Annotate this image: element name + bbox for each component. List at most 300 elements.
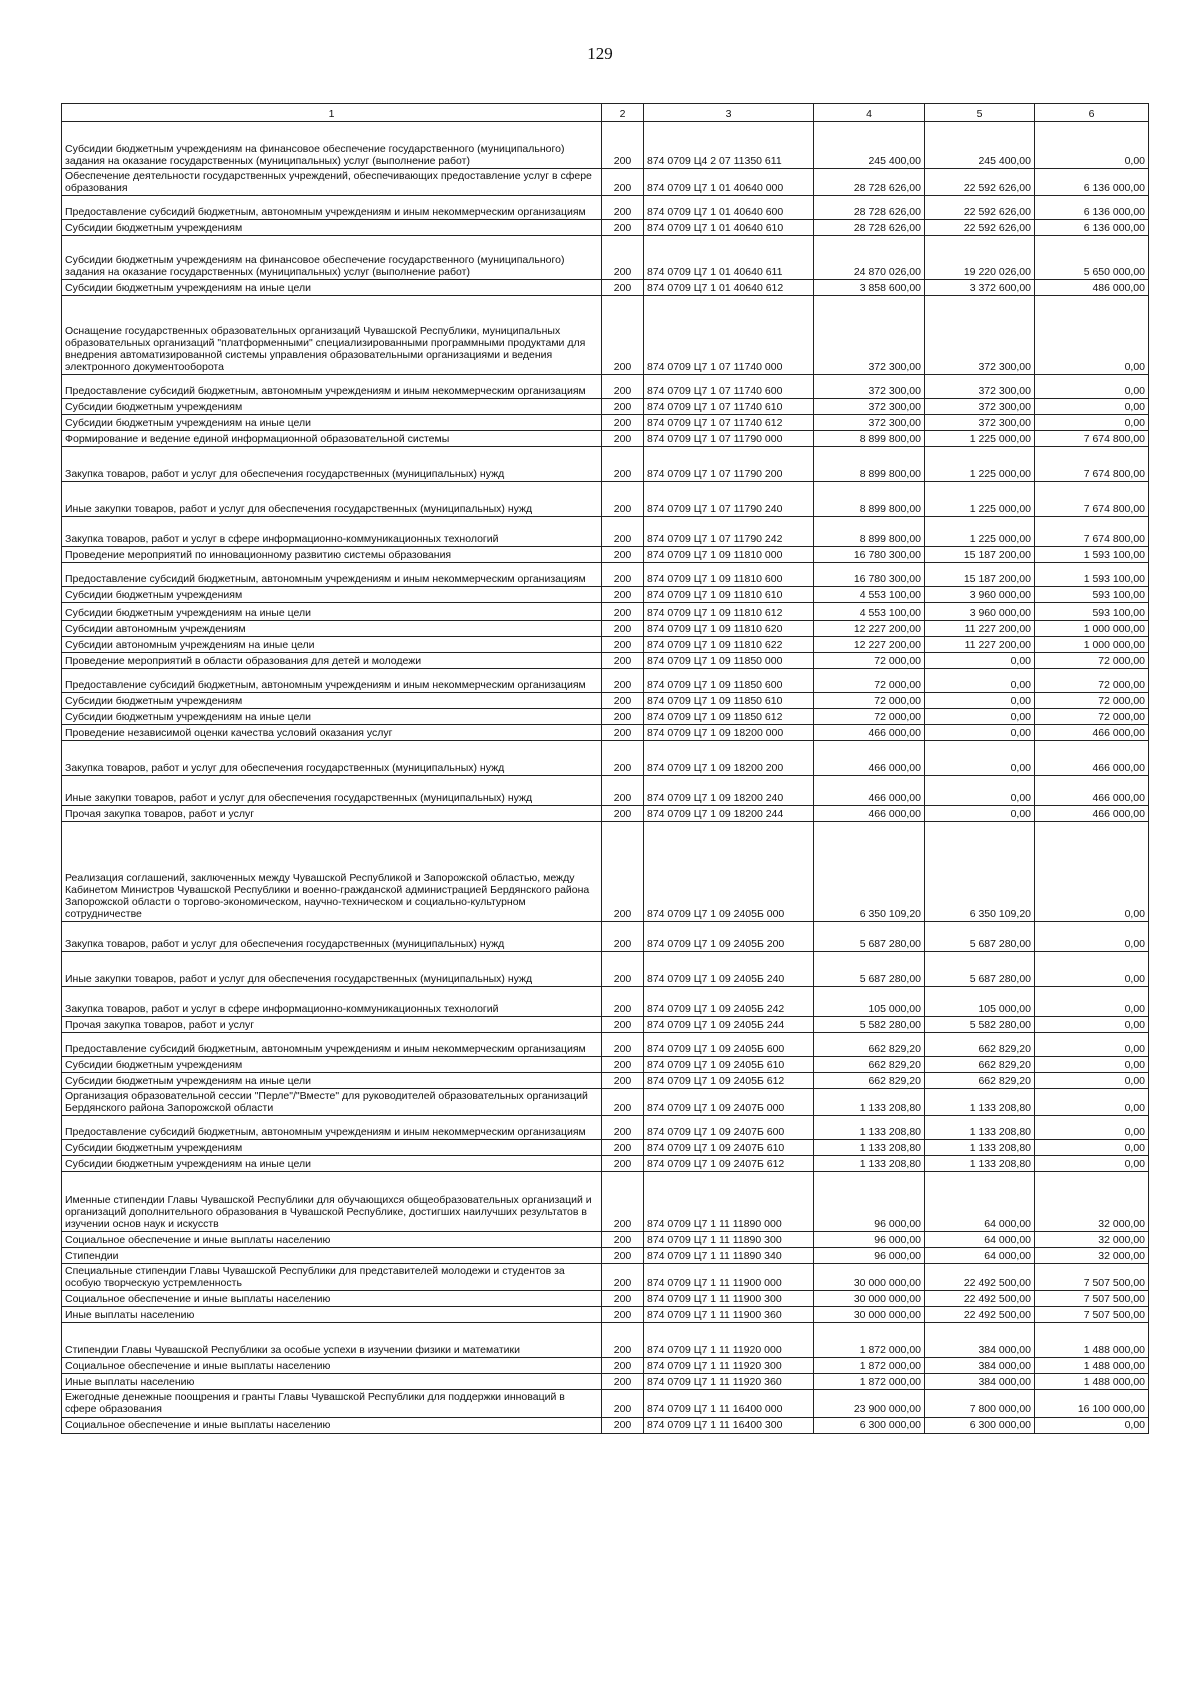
row-value-col4: 372 300,00 xyxy=(814,296,925,375)
row-name: Именные стипендии Главы Чувашской Республики для обучающихся общеобразовательных организаций и организаций дополнительного образования в Чувашской Республике, достигших наилучших результатов в изучении основ наук и искусств xyxy=(62,1172,602,1232)
row-code: 200 xyxy=(602,1057,644,1073)
table-row xyxy=(62,1417,1149,1433)
row-name: Проведение независимой оценки качества условий оказания услуг xyxy=(62,725,602,741)
row-kbk: 874 0709 Ц7 1 09 11850 612 xyxy=(644,709,814,725)
row-value-col6: 1 488 000,00 xyxy=(1035,1374,1149,1390)
row-name: Социальное обеспечение и иные выплаты населению xyxy=(62,1232,602,1248)
row-code: 200 xyxy=(602,1374,644,1390)
row-value-col5: 0,00 xyxy=(925,806,1035,822)
row-name: Оснащение государственных образовательных организаций Чувашской Республики, муниципальных образовательных организаций "платформенными" специализированными программными продуктами для внедрения автоматизированной системы управления образовательными организациями и ведения электронного документооборота xyxy=(62,296,602,375)
row-value-col4: 5 582 280,00 xyxy=(814,1017,925,1033)
row-kbk: 874 0709 Ц7 1 01 40640 000 xyxy=(644,169,814,196)
row-value-col5: 5 687 280,00 xyxy=(925,952,1035,987)
row-value-col5: 372 300,00 xyxy=(925,399,1035,415)
table-row xyxy=(62,196,1149,220)
table-row xyxy=(62,603,1149,621)
row-name: Предоставление субсидий бюджетным, автономным учреждениям и иным некоммерческим организациям xyxy=(62,196,602,220)
row-kbk: 874 0709 Ц7 1 09 2405Б 242 xyxy=(644,987,814,1017)
row-value-col6: 466 000,00 xyxy=(1035,806,1149,822)
row-kbk: 874 0709 Ц7 1 09 11810 600 xyxy=(644,563,814,587)
row-name: Субсидии бюджетным учреждениям xyxy=(62,1057,602,1073)
row-value-col6: 72 000,00 xyxy=(1035,709,1149,725)
row-code: 200 xyxy=(602,653,644,669)
table-row xyxy=(62,220,1149,236)
row-value-col6: 1 593 100,00 xyxy=(1035,563,1149,587)
row-value-col6: 0,00 xyxy=(1035,952,1149,987)
row-value-col4: 24 870 026,00 xyxy=(814,236,925,280)
row-code: 200 xyxy=(602,637,644,653)
row-name: Специальные стипендии Главы Чувашской Республики для представителей молодежи и студентов за особую творческую устремленность xyxy=(62,1264,602,1291)
row-kbk: 874 0709 Ц4 2 07 11350 611 xyxy=(644,122,814,169)
table-row xyxy=(62,693,1149,709)
table-row xyxy=(62,517,1149,547)
table-row xyxy=(62,415,1149,431)
row-value-col4: 28 728 626,00 xyxy=(814,196,925,220)
row-value-col5: 64 000,00 xyxy=(925,1172,1035,1232)
row-value-col6: 7 507 500,00 xyxy=(1035,1307,1149,1323)
row-value-col5: 22 492 500,00 xyxy=(925,1307,1035,1323)
row-value-col5: 6 300 000,00 xyxy=(925,1417,1035,1433)
row-code: 200 xyxy=(602,1291,644,1307)
row-value-col6: 0,00 xyxy=(1035,822,1149,922)
row-code: 200 xyxy=(602,236,644,280)
row-value-col4: 8 899 800,00 xyxy=(814,447,925,482)
row-code: 200 xyxy=(602,741,644,776)
row-kbk: 874 0709 Ц7 1 07 11790 242 xyxy=(644,517,814,547)
row-kbk: 874 0709 Ц7 1 09 18200 244 xyxy=(644,806,814,822)
row-code: 200 xyxy=(602,1264,644,1291)
row-name: Субсидии бюджетным учреждениям на иные цели xyxy=(62,1156,602,1172)
budget-table xyxy=(61,103,1149,1434)
row-code: 200 xyxy=(602,1248,644,1264)
row-value-col5: 22 492 500,00 xyxy=(925,1264,1035,1291)
row-name: Субсидии бюджетным учреждениям на иные цели xyxy=(62,1073,602,1089)
row-value-col4: 3 858 600,00 xyxy=(814,280,925,296)
table-row xyxy=(62,296,1149,375)
row-name: Субсидии автономным учреждениям xyxy=(62,621,602,637)
row-value-col5: 662 829,20 xyxy=(925,1057,1035,1073)
row-value-col4: 6 350 109,20 xyxy=(814,822,925,922)
row-value-col4: 16 780 300,00 xyxy=(814,563,925,587)
table-row xyxy=(62,987,1149,1017)
row-name: Субсидии бюджетным учреждениям на иные цели xyxy=(62,709,602,725)
row-value-col5: 64 000,00 xyxy=(925,1232,1035,1248)
row-value-col5: 0,00 xyxy=(925,741,1035,776)
row-value-col4: 466 000,00 xyxy=(814,806,925,822)
row-value-col5: 1 133 208,80 xyxy=(925,1116,1035,1140)
row-value-col4: 23 900 000,00 xyxy=(814,1390,925,1417)
row-kbk: 874 0709 Ц7 1 09 2405Б 244 xyxy=(644,1017,814,1033)
row-kbk: 874 0709 Ц7 1 09 11850 610 xyxy=(644,693,814,709)
row-value-col6: 0,00 xyxy=(1035,1057,1149,1073)
row-value-col6: 1 488 000,00 xyxy=(1035,1358,1149,1374)
row-value-col6: 0,00 xyxy=(1035,1140,1149,1156)
row-name: Реализация соглашений, заключенных между Чувашской Республикой и Запорожской областью, между Кабинетом Министров Чувашской Республики и военно-гражданской администрацией Бердянского района Запорожской области о торгово-экономическом, научно-техническом и социально-культурном сотрудничестве xyxy=(62,822,602,922)
column-header-1: 1 xyxy=(62,104,602,122)
row-name: Субсидии бюджетным учреждениям на финансовое обеспечение государственного (муниципального) задания на оказание государственных (муниципальных) услуг (выполнение работ) xyxy=(62,236,602,280)
row-value-col4: 30 000 000,00 xyxy=(814,1291,925,1307)
row-kbk: 874 0709 Ц7 1 11 11920 360 xyxy=(644,1374,814,1390)
row-name: Стипендии xyxy=(62,1248,602,1264)
row-value-col5: 0,00 xyxy=(925,776,1035,806)
row-code: 200 xyxy=(602,280,644,296)
row-name: Закупка товаров, работ и услуг в сфере информационно-коммуникационных технологий xyxy=(62,987,602,1017)
row-kbk: 874 0709 Ц7 1 09 2405Б 240 xyxy=(644,952,814,987)
row-value-col5: 0,00 xyxy=(925,669,1035,693)
row-name: Социальное обеспечение и иные выплаты населению xyxy=(62,1358,602,1374)
row-kbk: 874 0709 Ц7 1 01 40640 610 xyxy=(644,220,814,236)
row-value-col6: 0,00 xyxy=(1035,296,1149,375)
table-row xyxy=(62,621,1149,637)
table-row xyxy=(62,1323,1149,1358)
row-kbk: 874 0709 Ц7 1 09 18200 200 xyxy=(644,741,814,776)
table-body xyxy=(62,122,1149,1434)
row-kbk: 874 0709 Ц7 1 01 40640 600 xyxy=(644,196,814,220)
table-row xyxy=(62,1057,1149,1073)
table-row xyxy=(62,122,1149,169)
row-kbk: 874 0709 Ц7 1 11 11900 000 xyxy=(644,1264,814,1291)
row-value-col5: 372 300,00 xyxy=(925,375,1035,399)
row-kbk: 874 0709 Ц7 1 11 11890 000 xyxy=(644,1172,814,1232)
row-value-col5: 662 829,20 xyxy=(925,1033,1035,1057)
row-value-col6: 7 674 800,00 xyxy=(1035,482,1149,517)
row-value-col6: 1 000 000,00 xyxy=(1035,621,1149,637)
table-row xyxy=(62,1374,1149,1390)
row-value-col4: 1 872 000,00 xyxy=(814,1374,925,1390)
row-code: 200 xyxy=(602,603,644,621)
row-code: 200 xyxy=(602,952,644,987)
row-name: Субсидии бюджетным учреждениям xyxy=(62,693,602,709)
row-code: 200 xyxy=(602,399,644,415)
row-value-col4: 466 000,00 xyxy=(814,741,925,776)
row-value-col4: 30 000 000,00 xyxy=(814,1307,925,1323)
row-value-col6: 32 000,00 xyxy=(1035,1232,1149,1248)
row-kbk: 874 0709 Ц7 1 09 2407Б 610 xyxy=(644,1140,814,1156)
row-name: Предоставление субсидий бюджетным, автономным учреждениям и иным некоммерческим организациям xyxy=(62,669,602,693)
row-value-col5: 22 592 626,00 xyxy=(925,196,1035,220)
row-name: Субсидии бюджетным учреждениям xyxy=(62,1140,602,1156)
row-code: 200 xyxy=(602,517,644,547)
row-value-col6: 7 674 800,00 xyxy=(1035,431,1149,447)
row-code: 200 xyxy=(602,776,644,806)
row-code: 200 xyxy=(602,547,644,563)
row-value-col6: 466 000,00 xyxy=(1035,725,1149,741)
row-value-col6: 0,00 xyxy=(1035,922,1149,952)
row-kbk: 874 0709 Ц7 1 09 2407Б 612 xyxy=(644,1156,814,1172)
row-value-col5: 0,00 xyxy=(925,693,1035,709)
row-value-col5: 15 187 200,00 xyxy=(925,547,1035,563)
row-kbk: 874 0709 Ц7 1 11 11890 300 xyxy=(644,1232,814,1248)
row-value-col6: 0,00 xyxy=(1035,1089,1149,1116)
table-row xyxy=(62,547,1149,563)
row-value-col5: 3 960 000,00 xyxy=(925,587,1035,603)
row-name: Обеспечение деятельности государственных учреждений, обеспечивающих предоставление услуг в сфере образования xyxy=(62,169,602,196)
row-value-col6: 1 593 100,00 xyxy=(1035,547,1149,563)
row-value-col4: 8 899 800,00 xyxy=(814,517,925,547)
row-name: Субсидии бюджетным учреждениям на финансовое обеспечение государственного (муниципального) задания на оказание государственных (муниципальных) услуг (выполнение работ) xyxy=(62,122,602,169)
row-value-col4: 72 000,00 xyxy=(814,653,925,669)
row-value-col4: 30 000 000,00 xyxy=(814,1264,925,1291)
table-row xyxy=(62,587,1149,603)
row-code: 200 xyxy=(602,1172,644,1232)
row-value-col6: 72 000,00 xyxy=(1035,693,1149,709)
row-value-col4: 8 899 800,00 xyxy=(814,482,925,517)
row-name: Закупка товаров, работ и услуг для обеспечения государственных (муниципальных) нужд xyxy=(62,922,602,952)
row-value-col4: 372 300,00 xyxy=(814,375,925,399)
row-name: Социальное обеспечение и иные выплаты населению xyxy=(62,1291,602,1307)
row-value-col6: 6 136 000,00 xyxy=(1035,220,1149,236)
table-row xyxy=(62,776,1149,806)
row-value-col4: 96 000,00 xyxy=(814,1248,925,1264)
row-kbk: 874 0709 Ц7 1 11 11920 000 xyxy=(644,1323,814,1358)
table-row xyxy=(62,375,1149,399)
table-row xyxy=(62,922,1149,952)
row-kbk: 874 0709 Ц7 1 11 16400 000 xyxy=(644,1390,814,1417)
header-row xyxy=(62,104,1149,122)
row-value-col5: 11 227 200,00 xyxy=(925,637,1035,653)
row-value-col4: 662 829,20 xyxy=(814,1073,925,1089)
row-kbk: 874 0709 Ц7 1 07 11740 600 xyxy=(644,375,814,399)
row-code: 200 xyxy=(602,725,644,741)
row-value-col4: 1 133 208,80 xyxy=(814,1116,925,1140)
row-value-col5: 15 187 200,00 xyxy=(925,563,1035,587)
table-row xyxy=(62,399,1149,415)
row-code: 200 xyxy=(602,1323,644,1358)
row-name: Субсидии бюджетным учреждениям xyxy=(62,399,602,415)
row-kbk: 874 0709 Ц7 1 09 11810 620 xyxy=(644,621,814,637)
row-name: Субсидии бюджетным учреждениям на иные цели xyxy=(62,415,602,431)
row-name: Социальное обеспечение и иные выплаты населению xyxy=(62,1417,602,1433)
row-value-col4: 4 553 100,00 xyxy=(814,603,925,621)
row-value-col5: 22 492 500,00 xyxy=(925,1291,1035,1307)
row-name: Иные закупки товаров, работ и услуг для обеспечения государственных (муниципальных) нужд xyxy=(62,776,602,806)
row-value-col4: 5 687 280,00 xyxy=(814,922,925,952)
row-value-col5: 19 220 026,00 xyxy=(925,236,1035,280)
row-value-col6: 0,00 xyxy=(1035,1017,1149,1033)
row-value-col6: 1 000 000,00 xyxy=(1035,637,1149,653)
row-value-col5: 1 225 000,00 xyxy=(925,431,1035,447)
row-value-col4: 4 553 100,00 xyxy=(814,587,925,603)
row-name: Организация образовательной сессии "Перле"/"Вместе" для руководителей образовательных организаций Бердянского района Запорожской области xyxy=(62,1089,602,1116)
row-value-col6: 466 000,00 xyxy=(1035,776,1149,806)
table-row xyxy=(62,1307,1149,1323)
row-value-col6: 0,00 xyxy=(1035,1116,1149,1140)
row-value-col5: 384 000,00 xyxy=(925,1374,1035,1390)
table-row xyxy=(62,447,1149,482)
row-value-col6: 6 136 000,00 xyxy=(1035,196,1149,220)
row-name: Предоставление субсидий бюджетным, автономным учреждениям и иным некоммерческим организациям xyxy=(62,1033,602,1057)
column-header-5: 5 xyxy=(925,104,1035,122)
row-value-col4: 28 728 626,00 xyxy=(814,220,925,236)
row-value-col5: 372 300,00 xyxy=(925,415,1035,431)
row-kbk: 874 0709 Ц7 1 09 2407Б 000 xyxy=(644,1089,814,1116)
row-value-col5: 0,00 xyxy=(925,725,1035,741)
row-name: Закупка товаров, работ и услуг для обеспечения государственных (муниципальных) нужд xyxy=(62,741,602,776)
row-value-col6: 0,00 xyxy=(1035,122,1149,169)
row-value-col6: 486 000,00 xyxy=(1035,280,1149,296)
row-value-col4: 245 400,00 xyxy=(814,122,925,169)
row-value-col4: 96 000,00 xyxy=(814,1172,925,1232)
row-value-col4: 466 000,00 xyxy=(814,725,925,741)
row-name: Субсидии автономным учреждениям на иные цели xyxy=(62,637,602,653)
row-code: 200 xyxy=(602,169,644,196)
table-row xyxy=(62,1291,1149,1307)
row-kbk: 874 0709 Ц7 1 07 11740 000 xyxy=(644,296,814,375)
row-value-col6: 593 100,00 xyxy=(1035,587,1149,603)
row-value-col5: 22 592 626,00 xyxy=(925,220,1035,236)
row-value-col4: 372 300,00 xyxy=(814,399,925,415)
row-kbk: 874 0709 Ц7 1 09 11810 000 xyxy=(644,547,814,563)
row-code: 200 xyxy=(602,587,644,603)
row-value-col5: 662 829,20 xyxy=(925,1073,1035,1089)
row-name: Субсидии бюджетным учреждениям xyxy=(62,220,602,236)
row-kbk: 874 0709 Ц7 1 07 11790 000 xyxy=(644,431,814,447)
row-value-col4: 1 133 208,80 xyxy=(814,1089,925,1116)
row-kbk: 874 0709 Ц7 1 09 11850 000 xyxy=(644,653,814,669)
row-value-col6: 5 650 000,00 xyxy=(1035,236,1149,280)
row-name: Иные закупки товаров, работ и услуг для обеспечения государственных (муниципальных) нужд xyxy=(62,952,602,987)
row-kbk: 874 0709 Ц7 1 01 40640 611 xyxy=(644,236,814,280)
row-value-col5: 384 000,00 xyxy=(925,1358,1035,1374)
row-value-col5: 22 592 626,00 xyxy=(925,169,1035,196)
row-code: 200 xyxy=(602,1116,644,1140)
table-row xyxy=(62,725,1149,741)
table-row xyxy=(62,806,1149,822)
row-code: 200 xyxy=(602,1156,644,1172)
row-value-col6: 7 674 800,00 xyxy=(1035,447,1149,482)
row-value-col6: 72 000,00 xyxy=(1035,669,1149,693)
row-value-col5: 245 400,00 xyxy=(925,122,1035,169)
table-row xyxy=(62,1248,1149,1264)
table-row xyxy=(62,637,1149,653)
row-code: 200 xyxy=(602,709,644,725)
row-value-col4: 662 829,20 xyxy=(814,1057,925,1073)
row-kbk: 874 0709 Ц7 1 11 11900 360 xyxy=(644,1307,814,1323)
table-row xyxy=(62,822,1149,922)
row-value-col4: 1 872 000,00 xyxy=(814,1358,925,1374)
table-row xyxy=(62,1232,1149,1248)
table-row xyxy=(62,482,1149,517)
row-value-col5: 11 227 200,00 xyxy=(925,621,1035,637)
row-value-col6: 0,00 xyxy=(1035,1156,1149,1172)
row-value-col4: 1 872 000,00 xyxy=(814,1323,925,1358)
row-value-col5: 1 133 208,80 xyxy=(925,1140,1035,1156)
row-value-col5: 384 000,00 xyxy=(925,1323,1035,1358)
row-kbk: 874 0709 Ц7 1 11 16400 300 xyxy=(644,1417,814,1433)
table-row xyxy=(62,563,1149,587)
row-value-col4: 6 300 000,00 xyxy=(814,1417,925,1433)
row-value-col4: 1 133 208,80 xyxy=(814,1140,925,1156)
row-name: Предоставление субсидий бюджетным, автономным учреждениям и иным некоммерческим организациям xyxy=(62,1116,602,1140)
row-value-col5: 372 300,00 xyxy=(925,296,1035,375)
table-row xyxy=(62,952,1149,987)
table-row xyxy=(62,709,1149,725)
row-value-col4: 96 000,00 xyxy=(814,1232,925,1248)
row-kbk: 874 0709 Ц7 1 07 11790 240 xyxy=(644,482,814,517)
row-value-col5: 1 133 208,80 xyxy=(925,1156,1035,1172)
row-value-col5: 5 582 280,00 xyxy=(925,1017,1035,1033)
row-name: Иные выплаты населению xyxy=(62,1374,602,1390)
row-code: 200 xyxy=(602,1417,644,1433)
row-kbk: 874 0709 Ц7 1 11 11920 300 xyxy=(644,1358,814,1374)
table-row xyxy=(62,653,1149,669)
row-name: Формирование и ведение единой информационной образовательной системы xyxy=(62,431,602,447)
row-kbk: 874 0709 Ц7 1 01 40640 612 xyxy=(644,280,814,296)
row-kbk: 874 0709 Ц7 1 07 11790 200 xyxy=(644,447,814,482)
row-value-col4: 662 829,20 xyxy=(814,1033,925,1057)
table-row xyxy=(62,1264,1149,1291)
row-code: 200 xyxy=(602,669,644,693)
row-kbk: 874 0709 Ц7 1 09 2405Б 600 xyxy=(644,1033,814,1057)
table-row xyxy=(62,1390,1149,1417)
row-name: Субсидии бюджетным учреждениям на иные цели xyxy=(62,603,602,621)
row-value-col4: 16 780 300,00 xyxy=(814,547,925,563)
row-value-col4: 105 000,00 xyxy=(814,987,925,1017)
table-row xyxy=(62,1172,1149,1232)
row-kbk: 874 0709 Ц7 1 11 11900 300 xyxy=(644,1291,814,1307)
row-code: 200 xyxy=(602,806,644,822)
row-value-col6: 0,00 xyxy=(1035,415,1149,431)
row-value-col6: 7 507 500,00 xyxy=(1035,1264,1149,1291)
row-code: 200 xyxy=(602,375,644,399)
table-row xyxy=(62,669,1149,693)
row-value-col6: 0,00 xyxy=(1035,375,1149,399)
column-header-6: 6 xyxy=(1035,104,1149,122)
row-kbk: 874 0709 Ц7 1 09 11810 622 xyxy=(644,637,814,653)
row-code: 200 xyxy=(602,1358,644,1374)
row-value-col6: 6 136 000,00 xyxy=(1035,169,1149,196)
table-row xyxy=(62,236,1149,280)
column-header-2: 2 xyxy=(602,104,644,122)
row-value-col5: 64 000,00 xyxy=(925,1248,1035,1264)
row-name: Иные закупки товаров, работ и услуг для обеспечения государственных (муниципальных) нужд xyxy=(62,482,602,517)
row-kbk: 874 0709 Ц7 1 09 2405Б 610 xyxy=(644,1057,814,1073)
row-code: 200 xyxy=(602,122,644,169)
row-name: Прочая закупка товаров, работ и услуг xyxy=(62,1017,602,1033)
row-value-col6: 0,00 xyxy=(1035,987,1149,1017)
row-kbk: 874 0709 Ц7 1 09 2405Б 200 xyxy=(644,922,814,952)
row-name: Проведение мероприятий в области образования для детей и молодежи xyxy=(62,653,602,669)
row-code: 200 xyxy=(602,1232,644,1248)
row-value-col6: 0,00 xyxy=(1035,399,1149,415)
table-row xyxy=(62,1017,1149,1033)
row-code: 200 xyxy=(602,1017,644,1033)
row-value-col4: 12 227 200,00 xyxy=(814,637,925,653)
table-row xyxy=(62,1089,1149,1116)
row-value-col6: 0,00 xyxy=(1035,1073,1149,1089)
row-value-col4: 72 000,00 xyxy=(814,669,925,693)
row-value-col6: 32 000,00 xyxy=(1035,1248,1149,1264)
table-row xyxy=(62,431,1149,447)
row-code: 200 xyxy=(602,1307,644,1323)
row-name: Субсидии бюджетным учреждениям на иные цели xyxy=(62,280,602,296)
page-number: 129 xyxy=(587,44,613,63)
row-code: 200 xyxy=(602,1140,644,1156)
table-row xyxy=(62,169,1149,196)
row-value-col4: 466 000,00 xyxy=(814,776,925,806)
row-value-col5: 0,00 xyxy=(925,653,1035,669)
row-value-col6: 466 000,00 xyxy=(1035,741,1149,776)
row-value-col6: 7 674 800,00 xyxy=(1035,517,1149,547)
row-code: 200 xyxy=(602,1390,644,1417)
row-kbk: 874 0709 Ц7 1 11 11890 340 xyxy=(644,1248,814,1264)
row-code: 200 xyxy=(602,196,644,220)
row-value-col5: 1 225 000,00 xyxy=(925,482,1035,517)
row-value-col6: 16 100 000,00 xyxy=(1035,1390,1149,1417)
row-name: Стипендии Главы Чувашской Республики за особые успехи в изучении физики и математики xyxy=(62,1323,602,1358)
row-value-col6: 1 488 000,00 xyxy=(1035,1323,1149,1358)
row-code: 200 xyxy=(602,296,644,375)
